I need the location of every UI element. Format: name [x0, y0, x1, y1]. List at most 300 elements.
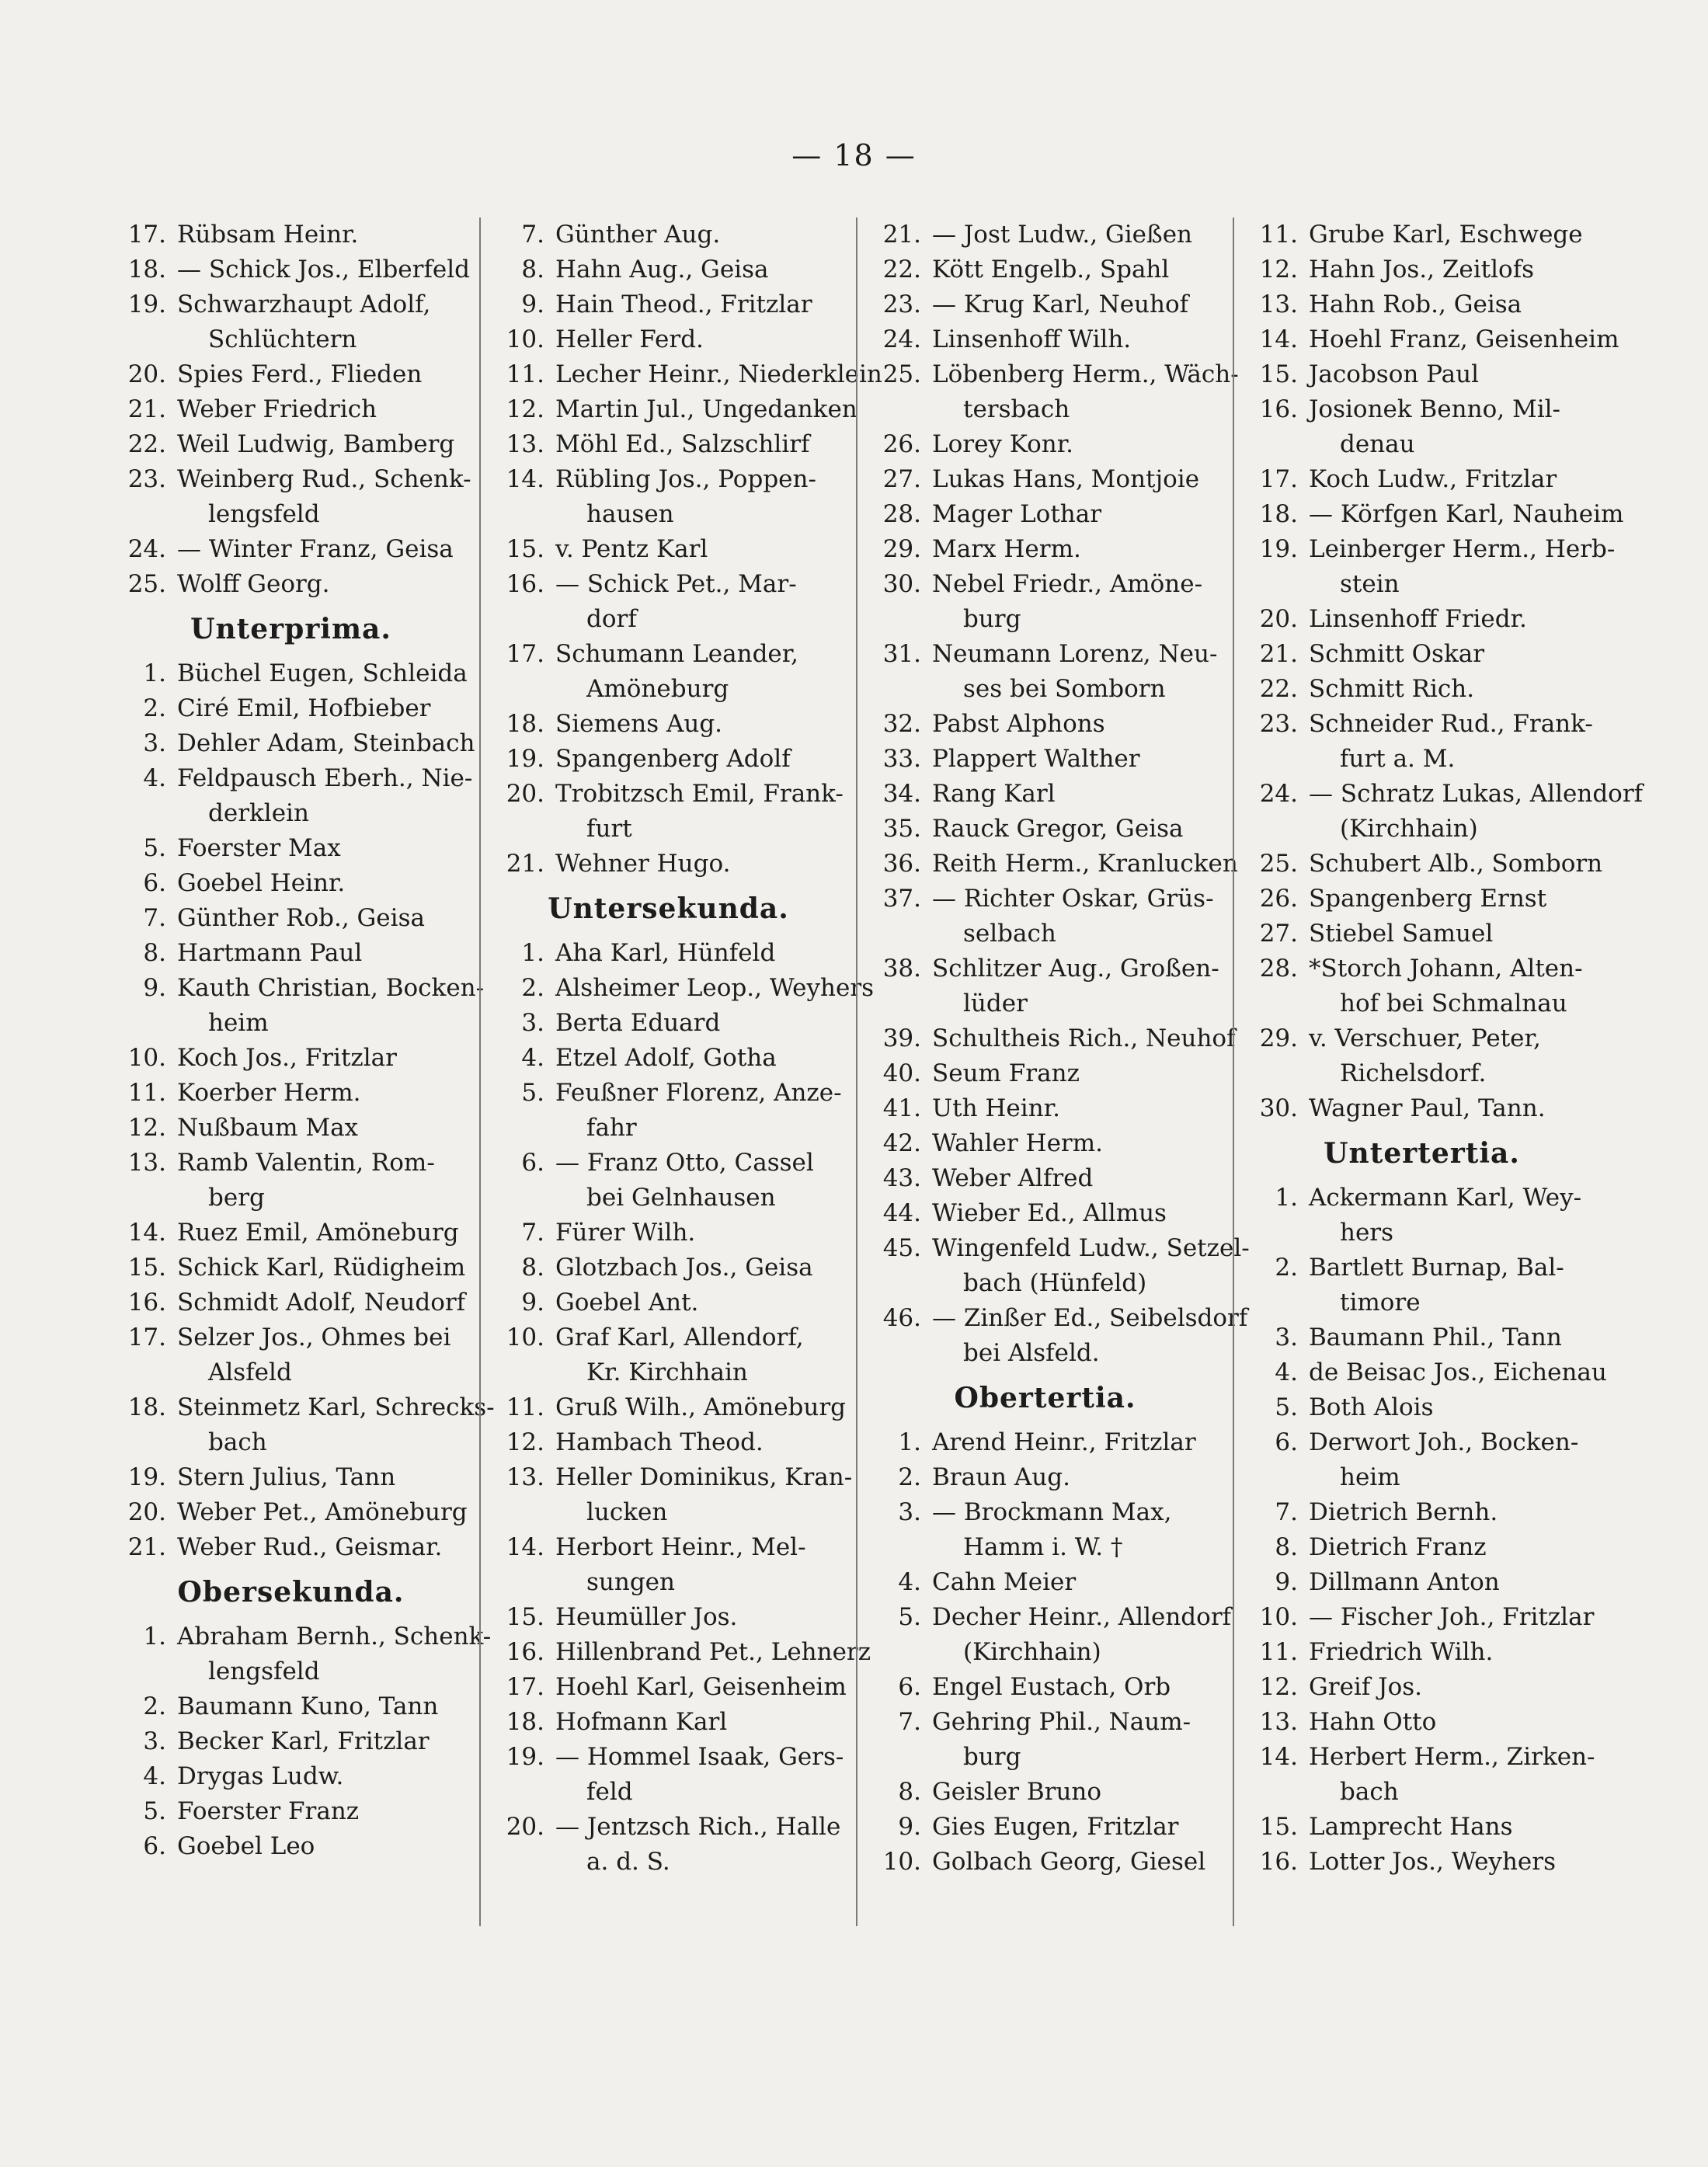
roster-entry [106, 462, 476, 497]
entry-number: 29. [882, 535, 921, 563]
entry-name: lengsfeld [208, 500, 320, 528]
entry-name: Weber Rud., Geismar. [177, 1533, 443, 1561]
roster-entry [106, 357, 476, 392]
entry-name: — Fischer Joh., Fritzlar [1309, 1603, 1595, 1631]
entry-number: 21. [127, 395, 166, 423]
entry-number: 16. [506, 1638, 544, 1666]
entry-name: Feldpausch Eberh., Nie- [177, 764, 473, 792]
entry-name: Braun Aug. [932, 1463, 1070, 1491]
entry-number: 4. [1275, 1358, 1298, 1386]
roster-entry [484, 936, 853, 971]
entry-number: 5. [143, 834, 166, 862]
entry-name: Wehner Hugo. [555, 850, 731, 878]
roster-entry-continuation [861, 1530, 1230, 1565]
roster-entry [861, 637, 1230, 672]
entry-name: bei Alsfeld. [963, 1339, 1100, 1367]
roster-entry-continuation [861, 986, 1230, 1021]
roster-entry [106, 1250, 476, 1285]
roster-entry [861, 1161, 1230, 1196]
roster-entry [1237, 1250, 1606, 1285]
entry-number: 25. [882, 360, 921, 388]
entry-name: Dillmann Anton [1309, 1568, 1500, 1596]
roster-entry [861, 1091, 1230, 1126]
roster-entry [1237, 1425, 1606, 1460]
roster-entry [861, 1056, 1230, 1091]
roster-entry [861, 1126, 1230, 1161]
roster-entry [861, 462, 1230, 497]
entry-name: Goebel Heinr. [177, 869, 346, 897]
entry-number: 13. [506, 1463, 544, 1491]
entry-name: Friedrich Wilh. [1309, 1638, 1494, 1666]
roster-entry-continuation [484, 1775, 853, 1810]
entry-number: 6. [143, 869, 166, 897]
entry-number: 18. [127, 1393, 166, 1421]
entry-name: Spangenberg Ernst [1309, 885, 1547, 913]
entry-number: 7. [521, 1219, 544, 1247]
entry-name: Amöneburg [586, 675, 729, 703]
entry-number: 26. [882, 430, 921, 458]
entry-number: 12. [506, 1428, 544, 1456]
roster-entry [1237, 532, 1616, 567]
entry-number: 17. [1259, 465, 1298, 493]
entry-name: Wingenfeld Ludw., Setzel- [932, 1234, 1250, 1262]
entry-name: Dietrich Franz [1309, 1533, 1487, 1561]
entry-name: Schlüchtern [208, 325, 357, 353]
entry-number: 30. [1259, 1094, 1298, 1122]
entry-name: Engel Eustach, Orb [932, 1673, 1171, 1701]
roster-entry-continuation [106, 1006, 476, 1041]
entry-number: 10. [1259, 1603, 1298, 1631]
roster-entry-continuation [1237, 812, 1606, 847]
entry-number: 22. [127, 430, 166, 458]
entry-name: Josionek Benno, Mil- [1309, 395, 1561, 423]
entry-name: heim [1340, 1463, 1400, 1491]
entry-name: Koerber Herm. [177, 1079, 361, 1107]
roster-entry [1237, 1021, 1606, 1056]
roster-entry [106, 1759, 476, 1794]
roster-entry-continuation [106, 1425, 476, 1460]
entry-name: Foerster Max [177, 834, 341, 862]
entry-name: Nebel Friedr., Amöne- [932, 570, 1203, 598]
entry-number: 12. [1259, 256, 1298, 283]
entry-name: Heller Ferd. [555, 325, 704, 353]
roster-entry [484, 1041, 853, 1076]
entry-number: 44. [882, 1199, 921, 1227]
entry-number: 38. [882, 955, 921, 983]
entry-name: Graf Karl, Allendorf, [555, 1324, 804, 1351]
roster-entry [861, 532, 1230, 567]
entry-number: 15. [506, 535, 544, 563]
entry-number: 13. [1259, 290, 1298, 318]
entry-name: Gies Eugen, Fritzlar [932, 1813, 1179, 1841]
roster-entry [1237, 847, 1606, 882]
entry-number: 9. [143, 974, 166, 1002]
entry-number: 14. [506, 1533, 544, 1561]
entry-number: 12. [506, 395, 544, 423]
roster-entry [1237, 1565, 1606, 1600]
entry-number: 11. [1259, 221, 1298, 249]
entry-number: 20. [506, 1813, 544, 1841]
entry-name: Goebel Ant. [555, 1289, 699, 1317]
roster-entry [106, 1460, 476, 1495]
entry-number: 19. [127, 290, 166, 318]
entry-name: Rübling Jos., Poppen- [555, 465, 816, 493]
entry-number: 25. [1259, 850, 1298, 878]
roster-entry [484, 427, 853, 462]
entry-name: — Körfgen Karl, Nauheim [1309, 500, 1624, 528]
roster-entry [861, 707, 1230, 742]
roster-entry [106, 831, 476, 866]
entry-name: Kött Engelb., Spahl [932, 256, 1170, 283]
entry-name: lüder [963, 990, 1028, 1017]
entry-name: Jacobson Paul [1309, 360, 1479, 388]
entry-number: 14. [1259, 1743, 1298, 1771]
roster-entry [106, 532, 476, 567]
entry-name: burg [963, 1743, 1021, 1771]
entry-number: 4. [521, 1044, 544, 1072]
column-2 [479, 217, 882, 1926]
entry-name: Spangenberg Adolf [555, 745, 791, 773]
entry-name: Dietrich Bernh. [1309, 1498, 1498, 1526]
entry-number: 14. [506, 465, 544, 493]
entry-name: — Krug Karl, Neuhof [932, 290, 1189, 318]
roster-entry [484, 971, 875, 1006]
entry-number: 18. [506, 710, 544, 738]
entry-number: 6. [898, 1673, 921, 1701]
class-heading: Untersekunda. [548, 892, 789, 925]
roster-entry [484, 1076, 853, 1111]
roster-entry-continuation [106, 1654, 476, 1689]
entry-number: 20. [127, 1498, 166, 1526]
entry-name: Wagner Paul, Tann. [1309, 1094, 1546, 1122]
entry-name: Baumann Phil., Tann [1309, 1324, 1562, 1351]
entry-name: Rübsam Heinr. [177, 221, 359, 249]
entry-name: Herbort Heinr., Mel- [555, 1533, 806, 1561]
roster-entry-continuation [861, 1740, 1230, 1775]
entry-name: Foerster Franz [177, 1797, 360, 1825]
entry-name: Schmitt Rich. [1309, 675, 1475, 703]
roster-entry [106, 1111, 476, 1146]
entry-number: 2. [898, 1463, 921, 1491]
entry-name: Feußner Florenz, Anze- [555, 1079, 842, 1107]
roster-entry [1237, 252, 1606, 287]
entry-name: Hain Theod., Fritzlar [555, 290, 812, 318]
roster-entry-continuation [861, 1336, 1230, 1371]
entry-name: berg [208, 1184, 265, 1212]
entry-name: Grube Karl, Eschwege [1309, 221, 1583, 249]
roster-entry [106, 567, 476, 602]
entry-name: — Jentzsch Rich., Halle [555, 1813, 841, 1841]
roster-entry [484, 1006, 853, 1041]
roster-entry [861, 1301, 1248, 1336]
class-heading: Unterprima. [190, 613, 391, 645]
entry-number: 17. [506, 640, 544, 668]
entry-name: Weber Friedrich [177, 395, 377, 423]
entry-name: dorf [586, 605, 637, 633]
roster-entry [484, 567, 853, 602]
entry-number: 14. [1259, 325, 1298, 353]
roster-entry [106, 866, 476, 901]
entry-name: bach [1340, 1778, 1399, 1806]
roster-entry [1237, 1705, 1606, 1740]
roster-entry-continuation [106, 322, 476, 357]
roster-entry [1237, 1635, 1606, 1670]
entry-name: Mager Lothar [932, 500, 1102, 528]
roster-entry [861, 217, 1230, 252]
entry-name: Baumann Kuno, Tann [177, 1692, 439, 1720]
roster-entry [106, 691, 476, 726]
roster-entry [1237, 497, 1624, 532]
entry-name: Kauth Christian, Bocken- [177, 974, 485, 1002]
entry-name: Schwarzhaupt Adolf, [177, 290, 431, 318]
entry-name: Drygas Ludw. [177, 1762, 344, 1790]
entry-number: 1. [143, 1623, 166, 1650]
entry-number: 18. [506, 1708, 544, 1736]
entry-number: 3. [143, 729, 166, 757]
entry-number: 43. [882, 1164, 921, 1192]
entry-name: Schultheis Rich., Neuhof [932, 1024, 1236, 1052]
roster-entry [106, 1724, 476, 1759]
entry-number: 32. [882, 710, 921, 738]
roster-entry-continuation [1237, 742, 1606, 777]
entry-number: 21. [127, 1533, 166, 1561]
entry-name: Weber Alfred [932, 1164, 1094, 1192]
roster-entry [484, 217, 853, 252]
entry-name: Weinberg Rud., Schenk- [177, 465, 471, 493]
entry-number: 26. [1259, 885, 1298, 913]
entry-name: Kr. Kirchhain [586, 1358, 748, 1386]
entry-name: — Schick Jos., Elberfeld [177, 256, 471, 283]
entry-number: 19. [506, 1743, 544, 1771]
roster-entry [106, 971, 485, 1006]
entry-number: 8. [521, 256, 544, 283]
roster-entry [484, 1670, 853, 1705]
entry-name: — Hommel Isaak, Gers- [555, 1743, 844, 1771]
entry-name: Seum Franz [932, 1059, 1080, 1087]
roster-entry [484, 462, 853, 497]
roster-entry [861, 1810, 1230, 1845]
roster-entry [484, 287, 853, 322]
entry-name: Siemens Aug. [555, 710, 723, 738]
entry-number: 1. [521, 939, 544, 967]
entry-name: Marx Herm. [932, 535, 1081, 563]
roster-entry [106, 1794, 476, 1829]
entry-name: Hoehl Franz, Geisenheim [1309, 325, 1619, 353]
class-heading: Obersekunda. [177, 1576, 405, 1609]
entry-number: 19. [1259, 535, 1298, 563]
entry-number: 7. [898, 1708, 921, 1736]
entry-name: lengsfeld [208, 1657, 320, 1685]
entry-number: 9. [521, 1289, 544, 1317]
entry-name: furt [586, 815, 632, 843]
entry-name: Ramb Valentin, Rom- [177, 1149, 435, 1177]
entry-number: 2. [521, 974, 544, 1002]
entry-name: Both Alois [1309, 1393, 1434, 1421]
entry-name: Wahler Herm. [932, 1129, 1103, 1157]
roster-entry [106, 287, 476, 322]
entry-number: 3. [143, 1727, 166, 1755]
roster-entry [861, 1565, 1230, 1600]
entry-name: Wolff Georg. [177, 570, 330, 598]
entry-number: 35. [882, 815, 921, 843]
entry-name: Hartmann Paul [177, 939, 363, 967]
entry-name: Derwort Joh., Bocken- [1309, 1428, 1579, 1456]
roster-columns [103, 217, 1644, 1926]
roster-entry-continuation [484, 1181, 853, 1216]
entry-name: Lorey Konr. [932, 430, 1074, 458]
entry-number: 23. [127, 465, 166, 493]
entry-name: feld [586, 1778, 633, 1806]
roster-entry-continuation [1237, 427, 1606, 462]
roster-entry [484, 392, 857, 427]
entry-number: 22. [1259, 675, 1298, 703]
roster-entry-continuation [484, 1355, 853, 1390]
entry-number: 11. [506, 360, 544, 388]
roster-entry [861, 1705, 1230, 1740]
roster-entry-continuation [106, 1181, 476, 1216]
roster-entry [1237, 882, 1606, 917]
entry-number: 25. [127, 570, 166, 598]
roster-entry [106, 1619, 492, 1654]
entry-name: bach (Hünfeld) [963, 1269, 1147, 1297]
roster-entry [1237, 777, 1644, 812]
roster-entry [484, 252, 853, 287]
entry-number: 15. [127, 1254, 166, 1282]
entry-name: tersbach [963, 395, 1070, 423]
entry-name: bach [208, 1428, 267, 1456]
roster-entry [861, 497, 1230, 532]
entry-number: 24. [127, 535, 166, 563]
roster-entry-continuation [1237, 1775, 1606, 1810]
roster-entry-continuation [484, 602, 853, 637]
roster-entry [484, 777, 853, 812]
entry-name: Leinberger Herm., Herb- [1309, 535, 1616, 563]
roster-entry-continuation [484, 497, 853, 532]
entry-name: Wieber Ed., Allmus [932, 1199, 1167, 1227]
roster-entry [861, 1021, 1236, 1056]
entry-name: Schmidt Adolf, Neudorf [177, 1289, 466, 1317]
roster-entry [106, 1216, 476, 1250]
entry-number: 18. [127, 256, 166, 283]
entry-name: Etzel Adolf, Gotha [555, 1044, 777, 1072]
entry-name: Rauck Gregor, Geisa [932, 815, 1184, 843]
entry-number: 11. [127, 1079, 166, 1107]
entry-name: hers [1340, 1219, 1394, 1247]
entry-name: Stern Julius, Tann [177, 1463, 396, 1491]
roster-entry [484, 1635, 871, 1670]
entry-number: 8. [521, 1254, 544, 1282]
entry-name: denau [1340, 430, 1415, 458]
entry-number: 27. [1259, 920, 1298, 948]
entry-name: Hambach Theod. [555, 1428, 764, 1456]
roster-entry [106, 1041, 476, 1076]
class-heading: Untertertia. [1324, 1137, 1520, 1170]
entry-name: — Winter Franz, Geisa [177, 535, 454, 563]
roster-entry [106, 252, 476, 287]
roster-entry [106, 1076, 476, 1111]
entry-number: 14. [127, 1219, 166, 1247]
entry-number: 3. [1275, 1324, 1298, 1351]
roster-entry [1237, 1530, 1606, 1565]
entry-number: 16. [1259, 1848, 1298, 1876]
roster-entry [861, 357, 1239, 392]
entry-name: Weber Pet., Amöneburg [177, 1498, 468, 1526]
entry-number: 6. [1275, 1428, 1298, 1456]
entry-name: Schmitt Oskar [1309, 640, 1485, 668]
entry-name: Hofmann Karl [555, 1708, 728, 1736]
entry-name: Trobitzsch Emil, Frank- [555, 780, 844, 808]
entry-number: 11. [506, 1393, 544, 1421]
entry-number: 7. [143, 904, 166, 932]
entry-name: sungen [586, 1568, 675, 1596]
roster-entry-continuation [106, 497, 476, 532]
entry-name: Abraham Bernh., Schenk- [177, 1623, 492, 1650]
roster-entry-continuation [484, 812, 853, 847]
entry-number: 22. [882, 256, 921, 283]
roster-entry [484, 1705, 853, 1740]
roster-entry [1237, 1670, 1606, 1705]
roster-entry [484, 1460, 853, 1495]
entry-number: 4. [143, 1762, 166, 1790]
entry-number: 16. [506, 570, 544, 598]
entry-name: (Kirchhain) [1340, 815, 1478, 843]
entry-name: Lamprecht Hans [1309, 1813, 1513, 1841]
roster-entry-continuation [484, 1845, 853, 1880]
entry-name: Gruß Wilh., Amöneburg [555, 1393, 847, 1421]
entry-name: a. d. S. [586, 1848, 670, 1876]
roster-entry [106, 656, 476, 691]
entry-number: 2. [143, 694, 166, 722]
entry-name: Hahn Aug., Geisa [555, 256, 769, 283]
entry-number: 23. [882, 290, 921, 318]
entry-number: 11. [1259, 1638, 1298, 1666]
column-4 [1233, 217, 1644, 1926]
entry-number: 15. [1259, 360, 1298, 388]
roster-entry [106, 1285, 476, 1320]
entry-number: 12. [127, 1114, 166, 1142]
roster-entry [484, 707, 853, 742]
entry-name: furt a. M. [1340, 745, 1456, 773]
roster-entry [106, 1495, 476, 1530]
entry-name: Schumann Leander, [555, 640, 799, 668]
roster-entry [861, 1845, 1230, 1880]
roster-entry [861, 252, 1230, 287]
entry-number: 6. [521, 1149, 544, 1177]
roster-entry [484, 1530, 853, 1565]
roster-entry-continuation [1237, 1056, 1606, 1091]
entry-name: Schubert Alb., Somborn [1309, 850, 1603, 878]
roster-entry [861, 742, 1230, 777]
entry-name: Aha Karl, Hünfeld [555, 939, 776, 967]
entry-name: Plappert Walther [932, 745, 1140, 773]
entry-name: — Brockmann Max, [932, 1498, 1172, 1526]
entry-number: 1. [143, 659, 166, 687]
roster-entry [861, 1495, 1230, 1530]
entry-name: Schick Karl, Rüdigheim [177, 1254, 466, 1282]
roster-entry [1237, 917, 1606, 951]
roster-entry [106, 1689, 476, 1724]
roster-entry [106, 217, 476, 252]
entry-name: Ciré Emil, Hofbieber [177, 694, 431, 722]
entry-number: 21. [506, 850, 544, 878]
roster-entry-continuation [1237, 1216, 1606, 1250]
roster-entry-continuation [1237, 567, 1606, 602]
entry-number: 27. [882, 465, 921, 493]
roster-entry [1237, 357, 1606, 392]
entry-number: 3. [898, 1498, 921, 1526]
entry-name: Linsenhoff Wilh. [932, 325, 1132, 353]
roster-entry [1237, 1600, 1606, 1635]
